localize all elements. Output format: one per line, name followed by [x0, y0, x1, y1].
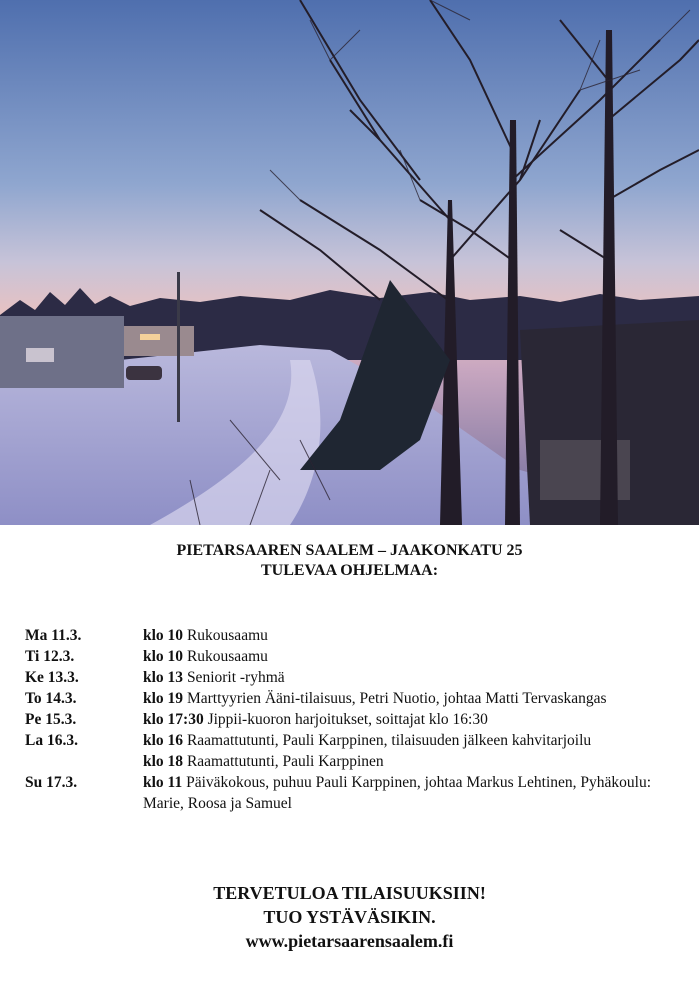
schedule-row [25, 688, 685, 709]
header-title: PIETARSAAREN SAALEM – JAAKONKATU 25 [176, 542, 523, 559]
event-text: Rukousaamu [186, 627, 268, 644]
day-label: Su 17.3. [25, 774, 78, 791]
event-entry [143, 751, 685, 772]
event-entry [143, 667, 685, 688]
day-label: Ti 12.3. [25, 648, 75, 665]
day-label: Ma 11.3. [25, 627, 82, 644]
welcome-text: TERVETULOA TILAISUUKSIIN! [213, 883, 486, 903]
schedule-row [25, 646, 685, 667]
event-time: klo 10 [143, 648, 184, 665]
event-text: Raamattutunti, Pauli Karppinen [186, 753, 384, 770]
schedule-row [25, 625, 685, 646]
event-time: klo 13 [143, 669, 184, 686]
event-entry [143, 730, 685, 751]
event-time: klo 11 [143, 774, 183, 791]
event-time: klo 19 [143, 690, 184, 707]
event-entry [143, 646, 685, 667]
event-text: Jippii-kuoron harjoitukset, soittajat klo 16:30 [207, 711, 488, 728]
event-text: Rukousaamu [186, 648, 268, 665]
schedule-list [25, 625, 685, 814]
event-header [0, 541, 699, 581]
event-time: klo 17:30 [143, 711, 204, 728]
day-label: Ke 13.3. [25, 669, 79, 686]
day-label: To 14.3. [25, 690, 77, 707]
header-subtitle: TULEVAA OHJELMAA: [260, 562, 439, 579]
schedule-row [25, 709, 685, 730]
welcome-footer [0, 881, 699, 953]
event-text: Seniorit -ryhmä [186, 669, 285, 686]
event-entry [143, 688, 685, 709]
event-time: klo 10 [143, 627, 184, 644]
event-time: klo 16 [143, 732, 184, 749]
day-label: La 16.3. [25, 732, 78, 749]
schedule-row [25, 772, 685, 814]
event-time: klo 18 [143, 753, 184, 770]
event-entry [143, 772, 685, 814]
day-label: Pe 15.3. [25, 711, 77, 728]
event-entry [143, 709, 685, 730]
event-text: Marttyyrien Ääni-tilaisuus, Petri Nuotio, johtaa Matti Tervaskangas [186, 690, 607, 707]
event-entry [143, 625, 685, 646]
invite-text: TUO YSTÄVÄSIKIN. [263, 907, 436, 927]
event-text: Raamattutunti, Pauli Karppinen, tilaisuuden jälkeen kahvitarjoilu [186, 732, 592, 749]
event-text: Päiväkokous, puhuu Pauli Karppinen, johtaa Markus Lehtinen, Pyhäkoulu: Marie, Roosa ja Samuel [143, 774, 652, 812]
schedule-row [25, 667, 685, 688]
website-link[interactable]: www.pietarsaarensaalem.fi [245, 931, 454, 951]
schedule-row [25, 730, 685, 772]
